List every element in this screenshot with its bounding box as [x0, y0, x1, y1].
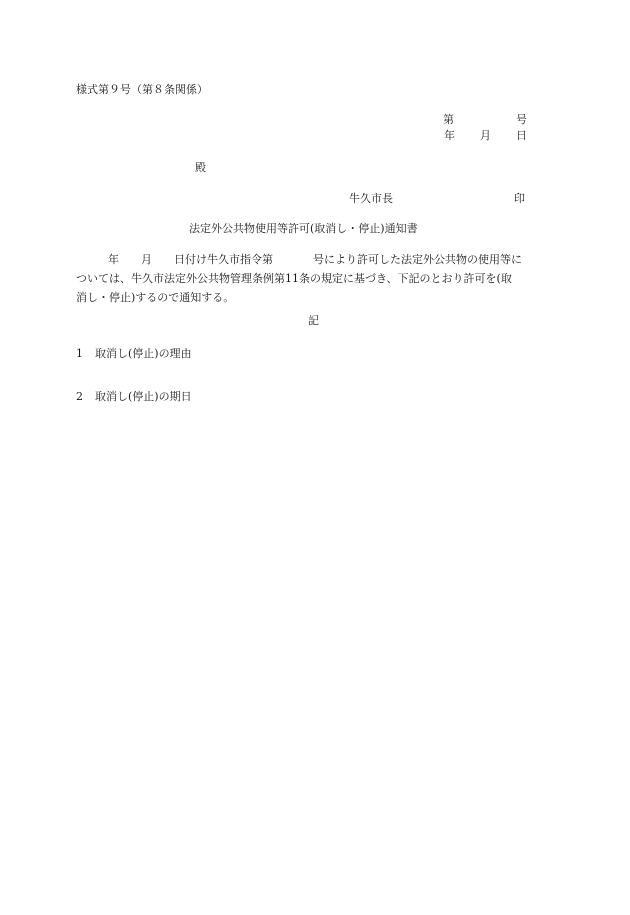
issuer-name: 牛久市長 [349, 192, 393, 205]
body-line-1 [76, 253, 522, 266]
document-number-suffix: 号 [516, 113, 527, 126]
document-number-prefix: 第 [443, 113, 454, 126]
addressee-honorific: 殿 [195, 161, 206, 174]
item-1 [76, 347, 192, 361]
date-month: 月 [480, 129, 491, 142]
item-1-number: 1 [76, 347, 83, 360]
body-year: 年 [108, 253, 119, 266]
body-line-2: ついては、牛久市法定外公共物管理条例第11条の規定に基づき、下記のとおり許可を(取 [76, 272, 512, 285]
body-line-3: 消し・停止)するので通知する。 [76, 291, 235, 304]
notice-body [76, 250, 554, 307]
item-2-label: 取消し(停止)の期日 [95, 390, 192, 403]
form-number: 様式第９号（第８条関係） [76, 83, 208, 96]
body-permission-text: 号により許可した法定外公共物の使用等に [313, 253, 522, 266]
item-1-label: 取消し(停止)の理由 [95, 347, 192, 360]
body-order-text: 日付け牛久市指令第 [174, 253, 273, 266]
body-month: 月 [141, 253, 152, 266]
document-title: 法定外公共物使用等許可(取消し・停止)通知書 [189, 222, 418, 235]
date-year: 年 [444, 129, 455, 142]
item-2-number: 2 [76, 390, 83, 403]
date-day: 日 [516, 129, 527, 142]
ki-heading: 記 [308, 314, 319, 327]
issuer-seal: 印 [514, 192, 525, 205]
item-2 [76, 390, 192, 404]
